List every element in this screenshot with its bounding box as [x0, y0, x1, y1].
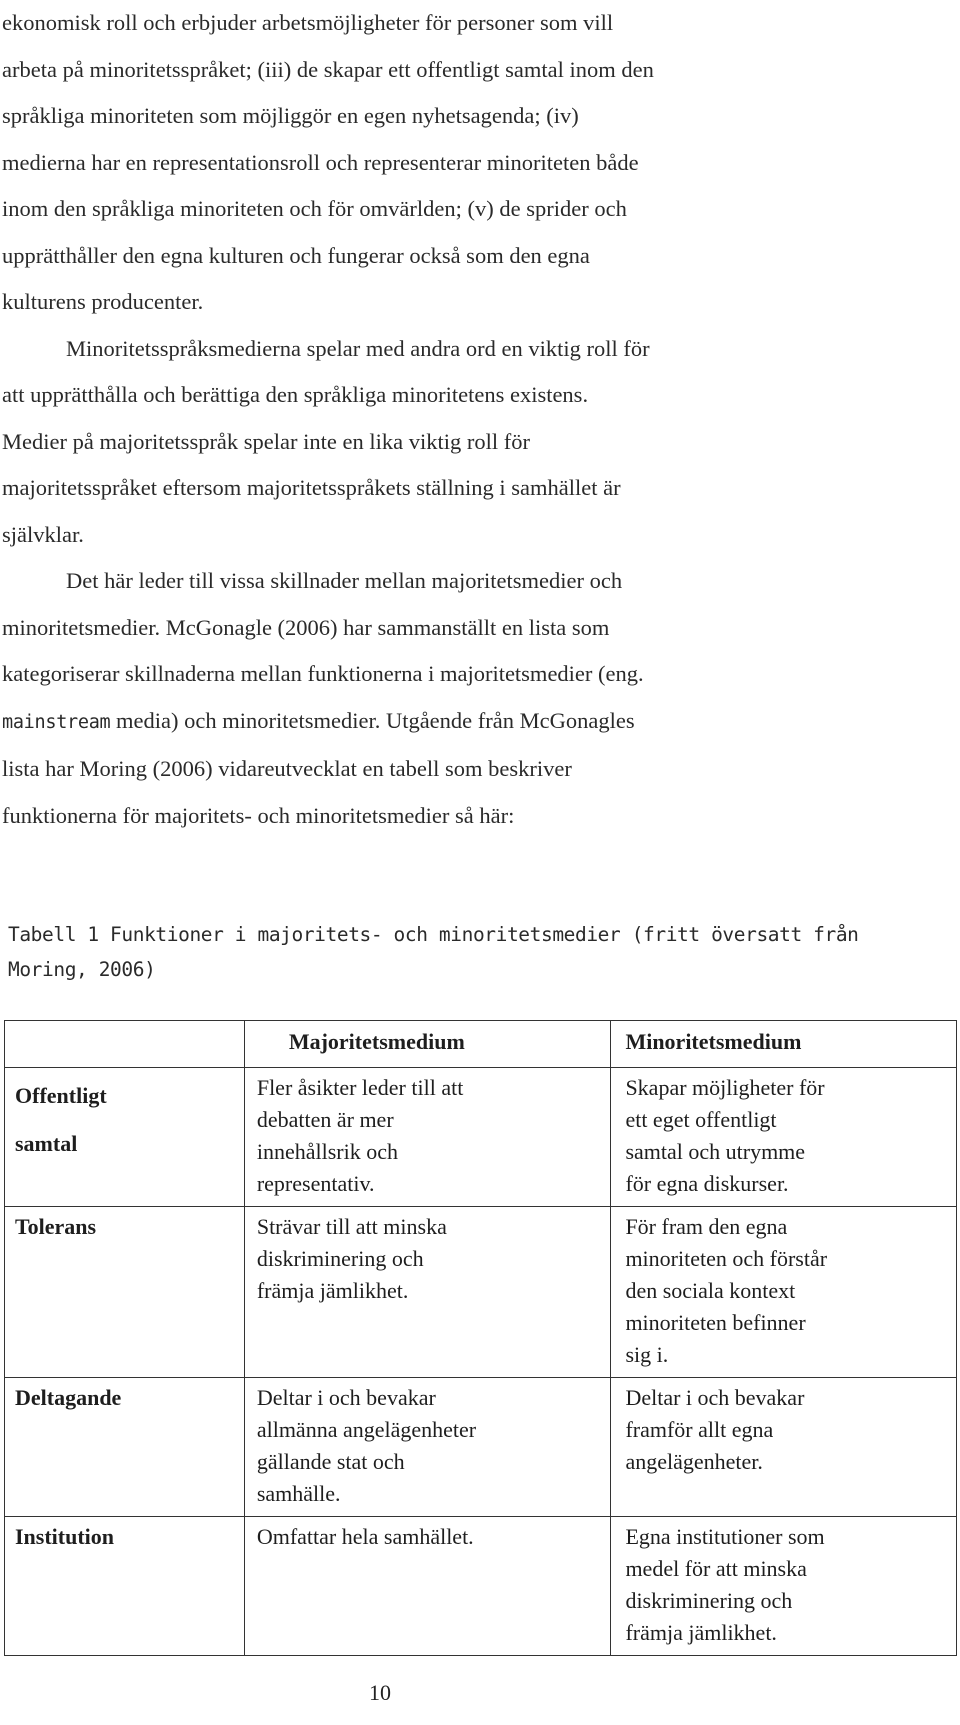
cell-line: Deltar i och bevakar: [625, 1385, 805, 1410]
cell-line: Strävar till att minska: [256, 1214, 447, 1239]
cell-line: ett eget offentligt: [625, 1107, 777, 1132]
text-fragment: media) och minoritetsmedier. Utgående från McGonagles: [110, 707, 635, 733]
cell-line: framför allt egna: [625, 1417, 774, 1442]
text-line: funktionerna för majoritets- och minoritetsmedier så här:: [2, 802, 515, 828]
text-line: [2, 698, 932, 747]
text-line: Det här leder till vissa skillnader mellan majoritetsmedier och: [66, 568, 623, 593]
cell-line: minoriteten och förstår: [625, 1246, 828, 1271]
row-label: Offentligt: [15, 1083, 107, 1108]
cell-line: Skapar möjligheter för: [625, 1075, 825, 1100]
text-line: ekonomisk roll och erbjuder arbetsmöjligheter för personer som vill: [2, 10, 614, 35]
table-row: [5, 1068, 957, 1207]
text-line: att upprätthålla och berättiga den språkliga minoritetens existens.: [2, 382, 589, 407]
majority-cell: [244, 1207, 611, 1378]
paragraph-1: [2, 0, 932, 326]
text-line: kulturens producenter.: [2, 289, 204, 314]
cell-line: medel för att minska: [625, 1556, 807, 1581]
minority-cell: [611, 1207, 957, 1378]
row-label: samtal: [15, 1131, 78, 1156]
caption-line: Moring, 2006): [8, 958, 156, 981]
minority-cell: [611, 1068, 957, 1207]
table-caption: [8, 917, 908, 987]
header-majority: Majoritetsmedium: [244, 1021, 611, 1068]
cell-line: diskriminering och: [625, 1588, 793, 1613]
majority-cell: [244, 1517, 611, 1656]
text-line: självklar.: [2, 521, 84, 547]
text-line: arbeta på minoritetsspråket; (iii) de skapar ett offentligt samtal inom den: [2, 56, 654, 82]
cell-line: samtal och utrymme: [625, 1139, 806, 1164]
cell-line: För fram den egna: [625, 1214, 788, 1239]
text-line: minoritetsmedier. McGonagle (2006) har sammanställt en lista som: [2, 614, 610, 640]
row-label-cell: [5, 1207, 245, 1378]
paragraph-2: [2, 326, 932, 559]
cell-line: för egna diskurser.: [625, 1171, 789, 1196]
cell-line: Deltar i och bevakar: [256, 1385, 436, 1410]
cell-line: främja jämlikhet.: [256, 1278, 409, 1303]
cell-line: angelägenheter.: [625, 1449, 763, 1474]
cell-line: innehållsrik och: [256, 1139, 398, 1164]
text-line: språkliga minoriteten som möjliggör en egen nyhetsagenda; (iv): [2, 103, 579, 128]
row-label: Tolerans: [15, 1214, 97, 1239]
caption-line: Tabell 1 Funktioner i majoritets- och minoritetsmedier (fritt översatt från: [8, 923, 859, 946]
row-label: Institution: [15, 1524, 115, 1549]
cell-line: samhälle.: [256, 1481, 341, 1506]
header-empty: [5, 1021, 245, 1068]
table-row: [5, 1378, 957, 1517]
text-line: lista har Moring (2006) vidareutvecklat en tabell som beskriver: [2, 756, 572, 781]
text-line: Minoritetsspråksmedierna spelar med andra ord en viktig roll för: [66, 335, 650, 361]
cell-line: diskriminering och: [256, 1246, 424, 1271]
cell-line: sig i.: [625, 1342, 669, 1367]
header-minority: Minoritetsmedium: [611, 1021, 957, 1068]
row-label-cell: [5, 1068, 245, 1207]
cell-line: representativ.: [256, 1171, 375, 1196]
body-text: [2, 0, 932, 839]
cell-line: Egna institutioner som: [625, 1524, 825, 1549]
cell-line: Omfattar hela samhället.: [256, 1524, 474, 1549]
text-line: medierna har en representationsroll och representerar minoriteten både: [2, 149, 639, 175]
cell-line: minoriteten befinner: [625, 1310, 806, 1335]
row-label-cell: [5, 1517, 245, 1656]
text-line: majoritetsspråket eftersom majoritetsspråkets ställning i samhället är: [2, 475, 621, 500]
minority-cell: [611, 1517, 957, 1656]
minority-cell: [611, 1378, 957, 1517]
text-line: upprätthåller den egna kulturen och fungerar också som den egna: [2, 242, 590, 268]
table-header-row: [5, 1021, 957, 1068]
cell-line: den sociala kontext: [625, 1278, 796, 1303]
table-row: [5, 1517, 957, 1656]
english-term: mainstream: [2, 711, 111, 733]
page-number: 10: [369, 1680, 391, 1705]
majority-cell: [244, 1068, 611, 1207]
cell-line: främja jämlikhet.: [625, 1620, 777, 1645]
text-line: inom den språkliga minoriteten och för omvärlden; (v) de sprider och: [2, 196, 627, 221]
paragraph-3: [2, 558, 932, 839]
cell-line: allmänna angelägenheter: [256, 1417, 477, 1442]
cell-line: gällande stat och: [256, 1449, 405, 1474]
text-line: kategoriserar skillnaderna mellan funktionerna i majoritetsmedier (eng.: [2, 661, 644, 686]
cell-line: debatten är mer: [256, 1107, 394, 1132]
row-label-cell: [5, 1378, 245, 1517]
functions-table: [4, 1020, 957, 1656]
text-line: Medier på majoritetsspråk spelar inte en lika viktig roll för: [2, 428, 530, 454]
row-label: Deltagande: [15, 1385, 122, 1410]
cell-line: Fler åsikter leder till att: [256, 1075, 464, 1100]
table-row: [5, 1207, 957, 1378]
majority-cell: [244, 1378, 611, 1517]
